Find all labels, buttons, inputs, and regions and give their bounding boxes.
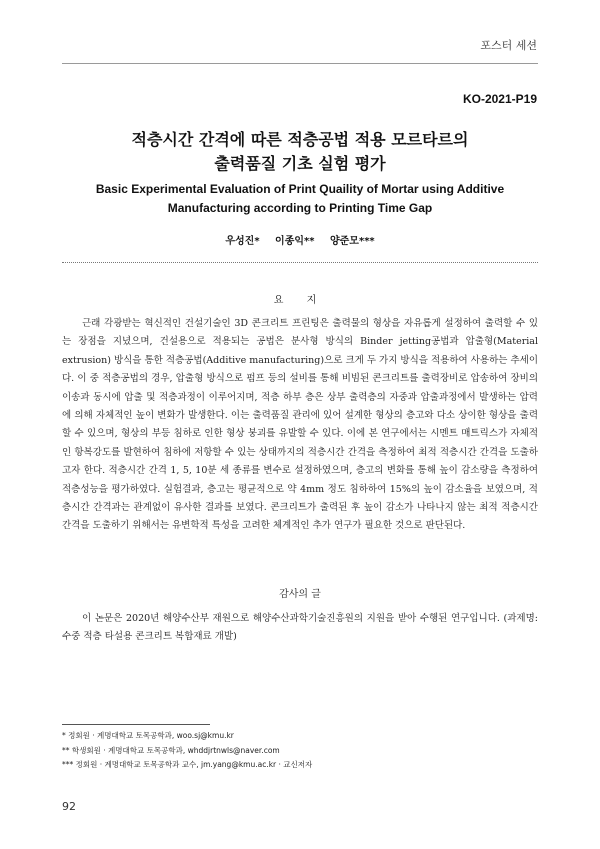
abstract-heading: 요 지 [273,295,327,306]
footnotes [62,729,538,773]
author-3: 양준모*** [329,236,375,247]
footnote-1: * 정회원 · 계명대학교 토목공학과, woo.sj@kmu.kr [62,731,234,740]
acknowledgement-body: 이 논문은 2020년 해양수산부 재원으로 해양수산과학기술진흥원의 지원을 받아 수행된 연구입니다. (과제명: 수중 적층 타설용 콘크리트 복합재료 개발) [62,613,538,643]
english-title [62,180,538,218]
korean-title [62,128,538,176]
author-list [62,232,538,247]
korean-title-line-2: 출력품질 기초 실험 평가 [214,154,386,173]
dotted-divider [62,262,538,263]
header-divider [62,63,538,64]
section-tag: 포스터 세션 [480,39,537,52]
abstract-body: 근래 각광받는 혁신적인 건설기술인 3D 콘크리트 프린팅은 출력물의 형상을 자유롭게 설정하여 출력할 수 있는 장점을 지녔으며, 건설용으로 적용되는 공법은 분사형 방식의 Binder jetting공법과 압출형(Material extrusion) 방식을 통한 적층공법(Additive manufacturing)으로 크게 두 가지 방식을 적용하여 사용하는 추세이다. 이 중 적층공법의 경우, 압출형 방식으로 펌프 등의 설비를 통해 비빔된 콘크리트를 출력장비로 압송하여 장비의 이송과 동시에 압출 및 적층과정이 이루어지며, 적층 하부 층은 상부 출력층의 자중과 압출과정에서 발생하는 압력에 의해 자체적인 높이 변화가 발생한다. 이는 출력품질 관리에 있어 설계한 형상의 층고와 다소 상이한 형상을 출력할 수 있으며, 형상의 부등 침하로 인한 형상 붕괴를 유발할 수 있다. 이에 본 연구에서는 시멘트 매트릭스가 자체적인 항복강도를 발현하여 침하에 저항할 수 있는 상태까지의 적층시간 간격을 측정하여 최적 적층시간 간격을 도출하고자 한다. 적층시간 간격 1, 5, 10분 세 종류를 변수로 설정하였으며, 층고의 변화를 통해 높이 감소량을 측정하여 적층성능을 평가하였다. 실험결과, 층고는 평균적으로 약 4mm 정도 침하하여 15%의 높이 감소율을 보였으며, 적층시간 간격과는 관계없이 유사한 결과를 보였다. 콘크리트가 출력된 후 높이 감소가 나타나지 않는 최적 적층시간 간격을 도출하기 위해서는 유변학적 특성을 고려한 체계적인 추가 연구가 필요한 것으로 판단된다. [62,318,538,532]
author-1: 우성진* [225,236,260,247]
footnote-divider [62,724,210,725]
author-2: 이종익** [275,236,315,247]
english-title-line-1: Basic Experimental Evaluation of Print Quaility of Mortar using Additive [95,182,505,196]
korean-title-line-1: 적층시간 간격에 따른 적층공법 적용 모르타르의 [131,130,469,149]
paper-code: KO-2021-P19 [462,92,537,106]
page-number: 92 [62,800,76,813]
english-title-line-2: Manufacturing according to Printing Time Gap [167,201,433,215]
footnote-2: ** 학생회원 · 계명대학교 토목공학과, whddjrtnwls@naver.com [62,745,280,755]
footnote-3: *** 정회원 · 계명대학교 토목공학과 교수, jm.yang@kmu.ac.kr · 교신저자 [62,760,313,769]
acknowledgement-heading: 감사의 글 [279,589,321,600]
